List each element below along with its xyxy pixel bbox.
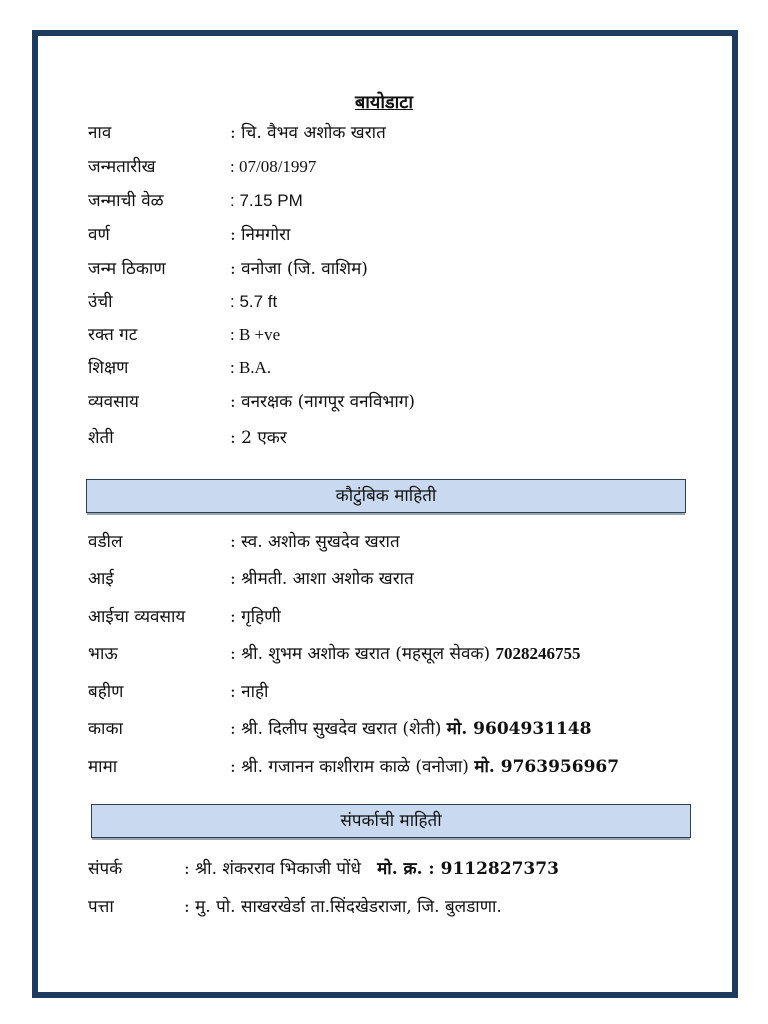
row-father [88,529,708,555]
uncle-phone: मो. 9604931148 [446,719,592,739]
row-name [88,120,688,146]
row-farm [88,425,688,451]
value-contact-text: : श्री. शंकरराव भिकाजी पोंधे [184,859,361,879]
label-occupation: व्यवसाय [88,392,139,412]
row-contact [88,856,708,882]
value-birth-time: : 7.15 PM [230,191,303,210]
row-height [88,289,688,315]
row-mother-occupation [88,604,708,630]
value-name: : चि. वैभव अशोक खरात [230,123,386,143]
value-blood-group: : B +ve [230,325,281,344]
value-sister: : नाही [230,682,269,702]
label-maternal-uncle: मामा [88,757,118,777]
row-birth-time [88,188,688,214]
label-uncle: काका [88,719,123,739]
row-maternal-uncle [88,754,708,780]
label-education: शिक्षण [88,358,129,378]
value-maternal-uncle [230,754,619,780]
page-title: बायोडाटा [354,92,414,113]
value-birthplace: : वनोजा (जि. वाशिम) [230,259,368,279]
value-father: : स्व. अशोक सुखदेव खरात [230,532,400,552]
value-birthdate: : 07/08/1997 [230,157,317,176]
label-address: पत्ता [88,897,114,917]
contact-phone: मो. क्र. : 9112827373 [377,859,559,879]
contact-heading: संपर्काची माहिती [91,804,691,838]
value-maternal-uncle-text: : श्री. गजानन काशीराम काळे (वनोजा) [230,757,469,777]
row-complexion [88,222,688,248]
row-education [88,355,688,381]
family-heading: कौटुंबिक माहिती [86,479,686,513]
brother-phone: 7028246755 [495,644,581,663]
row-birthdate [88,154,688,180]
row-uncle [88,716,708,742]
label-mother: आई [88,569,114,589]
value-farm: : 2 एकर [230,428,287,448]
value-contact [184,856,559,882]
value-uncle [230,716,591,742]
row-address [88,894,708,920]
label-birthplace: जन्म ठिकाण [88,259,166,279]
label-birthdate: जन्मतारीख [88,157,156,177]
value-brother [230,641,581,667]
label-name: नाव [88,123,112,143]
row-blood-group [88,322,688,348]
label-mother-occupation: आईचा व्यवसाय [88,607,186,627]
row-mother [88,566,708,592]
row-occupation [88,389,688,415]
row-brother [88,641,708,667]
value-height: : 5.7 ft [230,292,278,311]
label-brother: भाऊ [88,644,118,664]
value-complexion: : निमगोरा [230,225,291,245]
row-birthplace [88,256,688,282]
label-complexion: वर्ण [88,225,110,245]
label-sister: बहीण [88,682,124,702]
value-education: : B.A. [230,358,272,377]
label-birth-time: जन्माची वेळ [88,191,164,211]
value-occupation: : वनरक्षक (नागपूर वनविभाग) [230,392,415,412]
value-brother-text: : श्री. शुभम अशोक खरात (महसूल सेवक) [230,644,491,664]
value-mother: : श्रीमती. आशा अशोक खरात [230,569,414,589]
row-sister [88,679,708,705]
label-contact: संपर्क [88,859,123,879]
value-address: : मु. पो. साखरखेर्डा ता.सिंदखेडराजा, जि. बुलडाणा. [184,897,502,917]
label-blood-group: रक्त गट [88,325,138,345]
value-uncle-text: : श्री. दिलीप सुखदेव खरात (शेती) [230,719,442,739]
label-father: वडील [88,532,123,552]
maternal-uncle-phone: मो. 9763956967 [474,757,620,777]
label-farm: शेती [88,428,114,448]
value-mother-occupation: : गृहिणी [230,607,281,627]
label-height: उंची [88,292,113,312]
